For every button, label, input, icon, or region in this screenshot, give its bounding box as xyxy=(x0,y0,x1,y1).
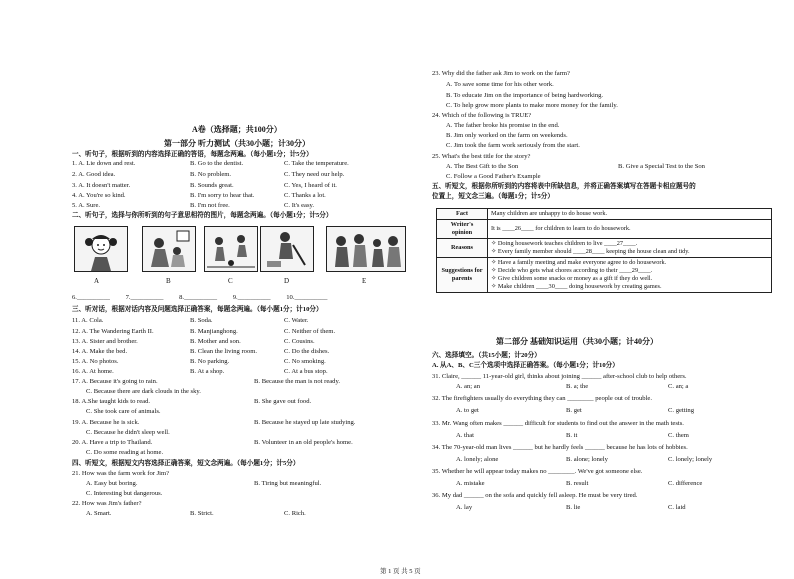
table-row-reasons xyxy=(437,239,772,258)
q24-b: B. Jim only worked on the farm on weekends. xyxy=(446,132,568,139)
opinion-header: Writer's opinion xyxy=(437,220,488,239)
q32-stem: 32. The firefighters usually do everything they can ________ people out of trouble. xyxy=(432,395,652,402)
q24-c: C. Jim took the farm work seriously from the start. xyxy=(446,142,580,149)
q4-c: C. Thanks a lot. xyxy=(284,192,326,199)
q36-stem: 36. My dad ______ on the sofa and quickly fell asleep. He must be very tired. xyxy=(432,492,638,499)
q32-b: B. get xyxy=(566,407,582,414)
q12-a: 12. A. The Wandering Earth II. xyxy=(72,328,154,335)
person-cleaning-icon xyxy=(261,227,313,271)
q25-stem: 25. What's the best title for the story? xyxy=(432,153,531,160)
reasons-cell xyxy=(488,239,772,258)
q19-a: 19. A. Because he is sick. xyxy=(72,419,140,426)
section6-instruction: 六、选择填空。（共15小题；计20分） xyxy=(432,352,541,359)
picture-label-c: C xyxy=(228,277,233,285)
picture-label-d: D xyxy=(284,277,290,285)
q16-c: C. At a bus stop. xyxy=(284,368,328,375)
q23-stem: 23. Why did the father ask Jim to work on the farm? xyxy=(432,70,570,77)
q35-stem: 35. Whether he will appear today makes no ________. We've got someone else. xyxy=(432,468,643,475)
q32-a: A. to get xyxy=(456,407,479,414)
fact-cell: Many children are unhappy to do house work. xyxy=(488,209,772,220)
q23-c: C. To help grow more plants to make more money for the family. xyxy=(446,102,618,109)
info-table xyxy=(436,208,772,293)
q17-c: C. Because there are dark clouds in the sky. xyxy=(86,388,201,395)
people-room-icon xyxy=(143,227,195,271)
section5-instruction-line1: 五、听短文，根据你所听到的内容将表中所缺信息，并将正确答案填写在答题卡相应题号的 xyxy=(432,183,696,190)
q23-b: B. To educate Jim on the importance of being hardworking. xyxy=(446,92,604,99)
q34-c: C. lonely; lonely xyxy=(668,456,713,463)
q31-stem: 31. Claire, ______ 11-year-old girl, thinks about joining ______ after-school club to help others. xyxy=(432,373,687,380)
q18-c: C. She took care of animals. xyxy=(86,408,161,415)
q34-b: B. alone; lonely xyxy=(566,456,608,463)
picture-label-a: A xyxy=(94,277,100,285)
q24-a: A. The father broke his promise in the end. xyxy=(446,122,560,129)
opinion-cell: It is ____26____ for children to learn to do housework. xyxy=(488,220,772,239)
q32-c: C. getting xyxy=(668,407,695,414)
q18-b: B. She gave out food. xyxy=(254,398,312,405)
q36-b: B. lie xyxy=(566,504,581,511)
suggestions-header: Suggestions for parents xyxy=(437,258,488,293)
table-row-fact xyxy=(437,209,772,220)
q12-b: B. Manjianghong. xyxy=(190,328,238,335)
q36-c: C. laid xyxy=(668,504,686,511)
q1-a: 1. A. Lie down and rest. xyxy=(72,160,136,167)
q14-a: 14. A. Make the bed. xyxy=(72,348,128,355)
q19-c: C. Because he didn't sleep well. xyxy=(86,429,170,436)
girl-pigtails-icon xyxy=(75,227,127,271)
section-a-header: A卷（选择题；共100分） xyxy=(192,125,282,134)
q35-b: B. result xyxy=(566,480,589,487)
picture-d xyxy=(260,226,314,272)
picture-e xyxy=(326,226,406,272)
picture-label-e: E xyxy=(362,277,367,285)
suggestion-item: ✧ Make children ____30____ doing housework by creating games. xyxy=(491,283,662,290)
suggestion-item: ✧ Give children some snacks or money as a gift if they do well. xyxy=(491,275,653,282)
reason-item: ✧ Every family member should ____28____ keeping the house clean and tidy. xyxy=(491,248,690,255)
q33-a: A. that xyxy=(456,432,474,439)
q22-b: B. Strict. xyxy=(190,510,214,517)
section1-instruction: 一、听句子，根据听到的内容选择正确的答语，每题念两遍。（每小题1分；计5分） xyxy=(72,151,313,158)
section6a-instruction: A. 从A、B、C三个选项中选择正确答案。（每小题1分；计10分） xyxy=(432,362,619,369)
q3-c: C. Yes, I heard of it. xyxy=(284,182,337,189)
q25-b: B. Give a Special Test to the Son xyxy=(618,163,705,170)
q16-a: 16. A. At home. xyxy=(72,368,114,375)
q20-c: C. Do some reading at home. xyxy=(86,449,164,456)
q11-a: 11. A. Cola. xyxy=(72,317,104,324)
q17-b: B. Because the man is not ready. xyxy=(254,378,340,385)
q11-c: C. Water. xyxy=(284,317,309,324)
q1-b: B. Go to the dentist. xyxy=(190,160,244,167)
answer-blanks-6-10: 6.__________ 7.__________ 8.__________ 9.__________ 10.__________ xyxy=(72,294,328,301)
q13-b: B. Mother and son. xyxy=(190,338,241,345)
q13-c: C. Cousins. xyxy=(284,338,315,345)
q13-a: 13. A. Sister and brother. xyxy=(72,338,138,345)
q21-c: C. Interesting but dangerous. xyxy=(86,490,163,497)
q15-b: B. No parking. xyxy=(190,358,230,365)
q20-a: 20. A. Have a trip to Thailand. xyxy=(72,439,153,446)
table-row-opinion xyxy=(437,220,772,239)
kids-playing-icon xyxy=(205,227,257,271)
q25-c: C. Follow a Good Father's Example xyxy=(446,173,541,180)
section4-instruction: 四、听短文，根据短文内容选择正确答案，短文念两遍。（每小题1分；计5分） xyxy=(72,460,300,467)
q19-b: B. Because he stayed up late studying. xyxy=(254,419,356,426)
picture-c xyxy=(204,226,258,272)
reason-item: ✧ Doing housework teaches children to live ____27____. xyxy=(491,240,638,247)
q31-c: C. an; a xyxy=(668,383,689,390)
q22-c: C. Rich. xyxy=(284,510,306,517)
family-group-icon xyxy=(327,227,405,271)
suggestion-item: ✧ Have a family meeting and make everyone agree to do housework. xyxy=(491,259,667,266)
q11-b: B. Soda. xyxy=(190,317,213,324)
q3-a: 3. A. It doesn't matter. xyxy=(72,182,131,189)
q31-a: A. an; an xyxy=(456,383,480,390)
q22-a: A. Smart. xyxy=(86,510,112,517)
q36-a: A. lay xyxy=(456,504,473,511)
q4-b: B. I'm sorry to hear that. xyxy=(190,192,255,199)
q35-a: A. mistake xyxy=(456,480,485,487)
picture-a xyxy=(74,226,128,272)
q20-b: B. Volunteer in an old people's home. xyxy=(254,439,353,446)
q15-c: C. No smoking. xyxy=(284,358,326,365)
q25-a: A. The Best Gift to the Son xyxy=(446,163,519,170)
q33-b: B. it xyxy=(566,432,578,439)
q33-stem: 33. Mr. Wang often makes ______ difficult for students to find out the answer in the math tests. xyxy=(432,420,684,427)
section5-instruction-line2: 位置上，短文念三遍。（每题1分；计5分） xyxy=(432,193,554,200)
q16-b: B. At a shop. xyxy=(190,368,225,375)
part1-title: 第一部分 听力测试（共30小题；计30分） xyxy=(164,139,310,148)
q12-c: C. Neither of them. xyxy=(284,328,336,335)
q1-c: C. Take the temperature. xyxy=(284,160,349,167)
q34-a: A. lonely; alone xyxy=(456,456,499,463)
suggestion-item: ✧ Decide who gets what chores according to their ____29____. xyxy=(491,267,653,274)
q5-b: B. I'm not free. xyxy=(190,202,230,209)
q24-stem: 24. Which of the following is TRUE? xyxy=(432,112,532,119)
q14-b: B. Clean the living room. xyxy=(190,348,258,355)
q33-c: C. them xyxy=(668,432,689,439)
q21-a: A. Easy but boring. xyxy=(86,480,138,487)
q17-a: 17. A. Because it's going to rain. xyxy=(72,378,158,385)
picture-b xyxy=(142,226,196,272)
q21-stem: 21. How was the farm work for Jim? xyxy=(72,470,170,477)
page-footer: 第 1 页 共 5 页 xyxy=(380,568,421,575)
q22-stem: 22. How was Jim's father? xyxy=(72,500,142,507)
q2-b: B. No problem. xyxy=(190,171,232,178)
part2-title: 第二部分 基础知识运用（共30小题；计40分） xyxy=(496,337,658,346)
picture-label-b: B xyxy=(166,277,171,285)
picture-row xyxy=(74,226,406,272)
q2-a: 2. A. Good idea. xyxy=(72,171,116,178)
q15-a: 15. A. No photos. xyxy=(72,358,119,365)
q14-c: C. Do the dishes. xyxy=(284,348,330,355)
suggestions-cell xyxy=(488,258,772,293)
q5-a: 5. A. Sure. xyxy=(72,202,101,209)
fact-header: Fact xyxy=(437,209,488,220)
q35-c: C. difference xyxy=(668,480,703,487)
q2-c: C. They need our help. xyxy=(284,171,345,178)
q21-b: B. Tiring but meaningful. xyxy=(254,480,322,487)
section2-instruction: 二、听句子，选择与你所听到的句子意思相符的图片，每题念两遍。（每小题1分；计5分） xyxy=(72,212,333,219)
q18-a: 18. A.She taught kids to read. xyxy=(72,398,151,405)
q23-a: A. To save some time for his other work. xyxy=(446,81,554,88)
q31-b: B. a; the xyxy=(566,383,589,390)
q4-a: 4. A. You're so kind. xyxy=(72,192,126,199)
q3-b: B. Sounds great. xyxy=(190,182,234,189)
reasons-header: Reasons xyxy=(437,239,488,258)
table-row-suggestions xyxy=(437,258,772,293)
q5-c: C. It's easy. xyxy=(284,202,315,209)
section3-instruction: 三、听对话，根据对话内容及问题选择正确答案，每题念两遍。（每小题1分；计10分） xyxy=(72,306,323,313)
q34-stem: 34. The 70-year-old man lives ______ but he hardly feels ______ because he has lots of hobbies. xyxy=(432,444,688,451)
